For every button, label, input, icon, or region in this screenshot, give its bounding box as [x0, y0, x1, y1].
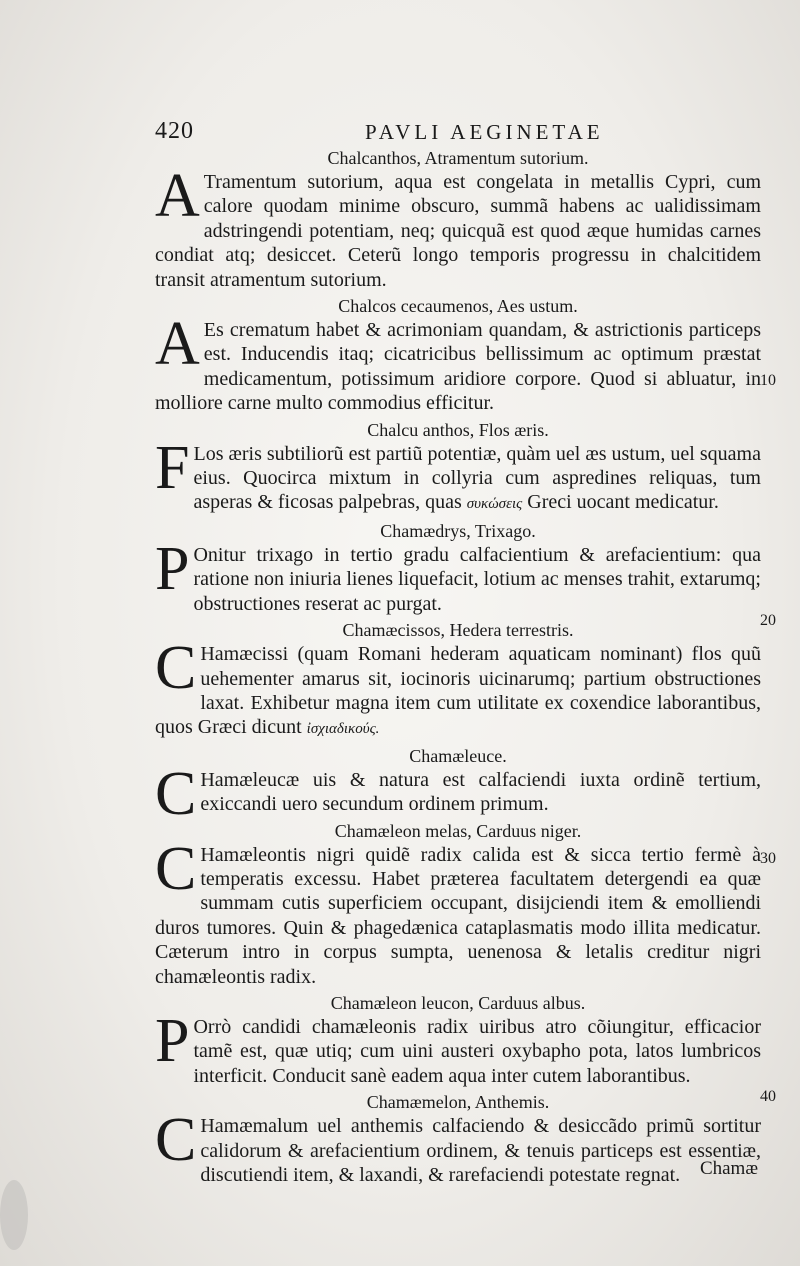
entry-text: Tramentum sutorium, aqua est congelata in metallis Cypri, cum calore quodam minime obscuro, summã habens ac ualidissimam adstringendi potentiam, neq; quicquã est quod æque humidas carnes condiat atq; desiccet. Ceterũ longo temporis progressu in chalcitidem transit atramentum sutorium.	[155, 171, 761, 291]
drop-cap-initial: A	[155, 310, 200, 379]
entry-text: Es crematum habet & acrimoniam quandam, & astrictionis particeps est. Inducendis itaq; cicatricibus bellissimum ac optimum præstat medicamentum, potissimum aridiore corpore. Quod si abluatur, in molliore carne multo commodius efficitur.	[155, 319, 761, 415]
entry-text: Hamæcissi (quam Romani hederam aquaticam nominant) flos quũ uehementer amarus sit, iocinoris uicinarumq; partium obstructiones laxat. Exhibetur magna item cum utilitate ex coxendice laborantibus, quos Græci dicunt	[155, 643, 761, 739]
entry-paragraph	[155, 433, 761, 517]
entry-heading: Chamæleon melas, Carduus niger.	[334, 820, 582, 841]
entry-text: Orrò candidi chamæleonis radix uiribus atro cõiungitur, efficacior tamẽ est, quæ utiq; cum uini austeri oxybapho pota, latos lumbricos interficit. Conducit sanè eadem aqua inter cutem laborantibus.	[193, 1015, 761, 1087]
greek-term: συκώσεις	[466, 496, 523, 513]
entry-heading: Chamæmelon, Anthemis.	[366, 1092, 550, 1113]
margin-line-number: 10	[760, 372, 776, 389]
page-header	[155, 118, 755, 148]
running-title: PAVLI AEGINETAE	[365, 120, 604, 144]
page-smudge	[0, 1180, 28, 1250]
entry-text: Hamæleontis nigri quidẽ radix calida est & sicca tertio fermè à temperatis excessu. Habet præterea facultatem detergendi ea quæ summam cutis superficiem occupant, disijciendi item & emolliendi duros tumores. Quin & phagedænica cataplasmatis modo illita medicatur. Cæterum intro in corpus sumpta, uenenosa & letalis creditur nigri chamæleontis radix.	[155, 843, 761, 988]
drop-cap-initial: C	[155, 1106, 197, 1175]
entry-paragraph	[155, 534, 761, 616]
entry-text: Onitur trixago in tertio gradu calfacientium & arefacientium: qua ratione non iniuria lienes liquefacit, lotium ac menses trahit, extarumq; obstructiones reserat ac purgat.	[193, 543, 761, 615]
drop-cap-initial: C	[155, 834, 197, 903]
entry-text: Hamæmalum uel anthemis calfaciendo & desiccãdo primũ sortitur calidorum & arefacientium ordinem, & tenuis particeps est essentiæ, discutiendi item, & laxandi, & rarefaciendi potestate regnat.	[200, 1115, 761, 1186]
entry-paragraph	[155, 634, 761, 742]
page-number: 420	[155, 118, 194, 144]
drop-cap-initial: A	[155, 162, 200, 230]
catchword: Chamæ	[699, 1158, 758, 1179]
drop-cap-initial: P	[155, 534, 190, 603]
entry-paragraph	[155, 310, 761, 416]
entry-heading: Chamædrys, Trixago.	[380, 520, 536, 541]
entry-heading: Chamæleon leucon, Carduus albus.	[330, 992, 586, 1013]
entry-text: Hamæleucæ uis & natura est calfaciendi iuxta ordinẽ tertium, exiccandi uero secundum ordinem primum.	[200, 768, 761, 816]
entry-paragraph	[155, 759, 761, 828]
entry-paragraph	[155, 1106, 761, 1187]
entry-heading: Chamæcissos, Hedera terrestris.	[342, 620, 574, 641]
margin-line-number: 20	[760, 612, 776, 629]
entry-paragraph	[155, 834, 761, 989]
entry-paragraph	[155, 162, 761, 292]
drop-cap-initial: C	[155, 759, 197, 828]
greek-term: ἰσχιαδικούς.	[306, 721, 380, 738]
margin-line-number: 40	[760, 1088, 776, 1105]
entry-heading: Chamæleuce.	[409, 745, 507, 766]
drop-cap-initial: C	[155, 634, 197, 703]
entry-heading: Chalcos cecaumenos, Aes ustum.	[338, 296, 578, 317]
entry-heading: Chalcanthos, Atramentum sutorium.	[327, 148, 589, 168]
entry-text: Greci uocant medicatur.	[527, 491, 719, 514]
drop-cap-initial: F	[155, 433, 190, 502]
entry-paragraph	[155, 1006, 761, 1088]
drop-cap-initial: P	[155, 1006, 190, 1075]
entry-heading: Chalcu anthos, Flos æris.	[367, 419, 549, 440]
main-text	[155, 146, 761, 1189]
margin-line-number: 30	[760, 850, 776, 867]
entry-text: Los æris subtiliorũ est partiũ potentiæ, quàm uel æs ustum, uel squama eius. Quocirca mixtum in collyria cum aspredines reliquas, tum asperas & ficosas palpebras, quas	[193, 442, 761, 514]
